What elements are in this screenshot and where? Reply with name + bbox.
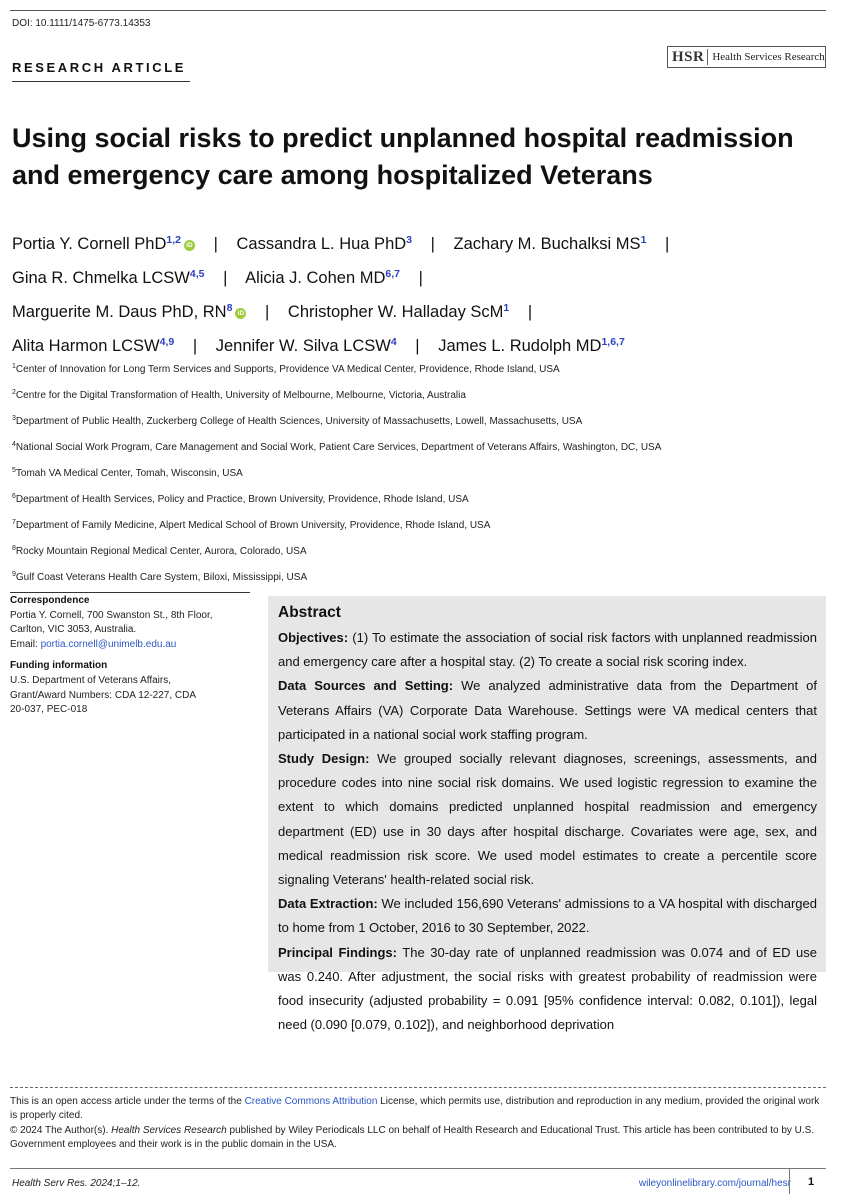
copyright-text: © 2024 The Author(s). Health Services Research published by Wiley Periodicals LLC on behalf of Health Research and Educational Trust. This article has been contributed to by U.S. Government employees and their work is in the public domain in the USA. xyxy=(10,1124,815,1151)
author-separator: | xyxy=(192,337,198,355)
footer-journal-link[interactable]: wileyonlinelibrary.com/journal/hesr xyxy=(638,1178,791,1189)
funding-line: 20-037, PEC-018 xyxy=(10,704,88,716)
author-line-3 xyxy=(12,293,827,327)
affiliation: $^4$National Social Work Program, Care Management and Social Work, Patient Care Services, Department of Veterans Affairs, Washington, DC, USA xyxy=(12,441,662,453)
affiliation: $^1$Center of Innovation for Long Term Services and Supports, Providence VA Medical Center, Providence, Rhode Island, USA xyxy=(12,363,560,375)
funding-block xyxy=(10,659,250,717)
author-separator: | xyxy=(527,303,533,321)
article-sidebar xyxy=(10,592,250,725)
abstract-box xyxy=(268,596,826,1033)
funding-heading: Funding information xyxy=(10,660,108,672)
affiliation: $^9$Gulf Coast Veterans Health Care System, Biloxi, Mississippi, USA xyxy=(12,571,308,583)
funding-line: Grant/Award Numbers: CDA 12-227, CDA xyxy=(10,689,197,701)
affiliation: $^7$Department of Family Medicine, Alpert Medical School of Brown University, Providence, Rhode Island, USA xyxy=(12,519,491,531)
article-title: Using social risks to predict unplanned hospital readmission and emergency care among hospitalized Veterans xyxy=(12,123,794,190)
orcid-icon[interactable]: iD xyxy=(235,308,246,319)
correspondence-address-line: Portia Y. Cornell, 700 Swanston St., 8th Floor, xyxy=(10,609,213,621)
author[interactable]: Portia Y. Cornell PhD$^{1,2}$ xyxy=(12,234,181,253)
correspondence-email-line: Email: portia.cornell@unimelb.edu.au xyxy=(10,638,177,650)
author-separator: | xyxy=(265,303,270,321)
correspondence-email-link[interactable]: portia.cornell@unimelb.edu.au xyxy=(40,638,177,650)
author[interactable]: Jennifer W. Silva LCSW$^4$ xyxy=(215,336,397,355)
license-text: This is an open access article under the terms of the Creative Commons Attribution License, which permits use, distribution and reproduction in any medium, provided the original work is properly cited. xyxy=(10,1096,820,1122)
license-divider xyxy=(10,1087,826,1088)
author-separator: | xyxy=(430,235,435,253)
article-type-underline xyxy=(12,81,190,82)
abstract-section: Study Design: We grouped socially relevant diagnoses, screenings, assessments, and procedure codes into nine social risk domains. We used logistic regression to examine the extent to which domains predicted unplanned hospital readmission and emergency department (ED) use in 30 days after hospital discharge. Covariates were age, sex, and medical readmission risk score. We used model estimates to create a percentile score signaling Veterans' health-related social risk. xyxy=(278,751,817,888)
correspondence-address-line: Carlton, VIC 3053, Australia. xyxy=(10,624,137,636)
creative-commons-link[interactable]: Creative Commons Attribution xyxy=(244,1096,378,1107)
top-rule xyxy=(10,10,826,11)
author[interactable]: Cassandra L. Hua PhD$^3$ xyxy=(236,234,413,253)
author-separator: | xyxy=(418,269,423,287)
article-type-label: RESEARCH ARTICLE xyxy=(12,60,187,75)
journal-logo xyxy=(667,46,826,68)
abstract-section: Data Extraction: We included 156,690 Veterans' admissions to a VA hospital with discharged to home from 1 October, 2016 to 30 September, 2022. xyxy=(278,896,817,936)
doi[interactable]: DOI: 10.1111/1475-6773.14353 xyxy=(12,18,151,29)
abstract-section: Data Sources and Setting: We analyzed administrative data from the Department of Veterans Affairs (VA) Corporate Data Warehouse. Settings were VA medical centers that participated in a national social work staffing program. xyxy=(278,678,817,742)
footer-rule xyxy=(10,1168,826,1169)
abstract-title: Abstract xyxy=(278,604,341,621)
affiliation: $^8$Rocky Mountain Regional Medical Center, Aurora, Colorado, USA xyxy=(12,545,307,557)
funding-line: U.S. Department of Veterans Affairs, xyxy=(10,674,172,686)
correspondence-block xyxy=(10,594,250,652)
author-line-2 xyxy=(12,259,827,293)
correspondence-heading: Correspondence xyxy=(10,595,90,606)
affiliation-list xyxy=(12,355,812,589)
abstract-section: Principal Findings: The 30-day rate of unplanned readmission was 0.074 and of ED use was 0.240. After adjustment, the social risks with greatest probability of readmission were food insecurity (adjusted probability = 0.091 [95% confidence interval: 0.082, 0.101]), legal need (0.090 [0.079, 0.102]), and neighborhood deprivation xyxy=(278,944,817,1033)
affiliation: $^2$Centre for the Digital Transformation of Health, University of Melbourne, Melbourne, Victoria, Australia xyxy=(12,389,466,401)
affiliation: $^6$Department of Health Services, Policy and Practice, Brown University, Providence, Rhode Island, USA xyxy=(12,493,469,505)
author[interactable]: Zachary M. Buchalksi $MS^1$ xyxy=(453,234,647,253)
journal-logo-name: Health Services Research xyxy=(712,51,825,63)
author[interactable]: Christopher W. Halladay ScM$^1$ xyxy=(287,302,510,321)
author-separator: | xyxy=(223,269,228,287)
author[interactable]: Gina R. Chmelka LCSW$^{4,5}$ xyxy=(12,268,205,287)
sidebar-rule xyxy=(10,592,250,593)
abstract-section: Objectives: (1) To estimate the association of social risk factors with unplanned readmission and emergency care after a hospital stay. (2) To create a social risk scoring index. xyxy=(278,630,817,670)
author-line-1 xyxy=(12,225,827,259)
author-separator: | xyxy=(213,235,218,253)
author-separator: | xyxy=(665,235,670,253)
author[interactable]: Alita Harmon LCSW$^{4,9}$ xyxy=(12,336,175,355)
affiliation: $^5$Tomah VA Medical Center, Tomah, Wisconsin, USA xyxy=(12,467,243,479)
author[interactable]: James L. Rudolph MD$^{1,6,7}$ xyxy=(438,336,625,355)
page-number: 1 xyxy=(808,1176,815,1188)
author-separator: | xyxy=(415,337,420,355)
orcid-icon[interactable]: iD xyxy=(184,240,195,251)
license-notice xyxy=(10,1095,826,1153)
author-list xyxy=(12,225,827,361)
affiliation: $^3$Department of Public Health, Zuckerberg College of Health Sciences, University of Massachusetts, Lowell, Massachusetts, USA xyxy=(12,415,583,427)
author[interactable]: Alicia J. Cohen MD$^{6,7}$ xyxy=(245,268,400,287)
footer-citation: Health Serv Res. 2024;1–12. xyxy=(12,1178,141,1189)
author[interactable]: Marguerite M. Daus PhD, $RN^8$ xyxy=(12,302,233,321)
journal-logo-abbr: HSR xyxy=(672,48,705,65)
footer-divider xyxy=(789,1168,790,1194)
